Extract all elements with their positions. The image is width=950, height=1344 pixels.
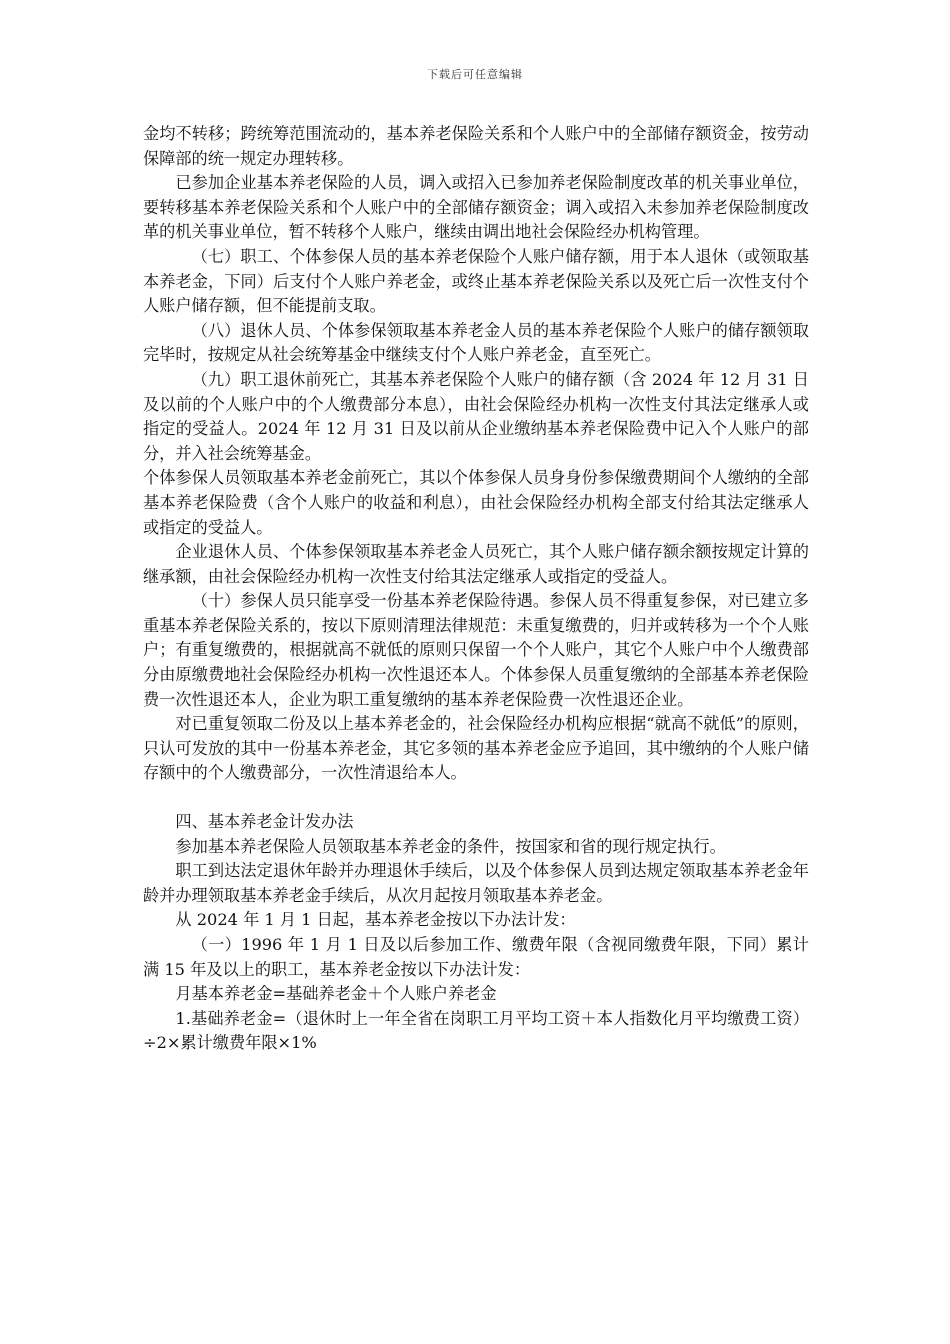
paragraph-individual-death: 个体参保人员领取基本养老金前死亡，其以个体参保人员身身份参保缴费期间个人缴纳的全部基本养老保险费（含个人账户的收益和利息），由社会保险经办机构全部支付给其法定继承人或指定的受益人。 — [143, 468, 809, 537]
formula-monthly-pension: 月基本养老金=基础养老金＋个人账户养老金 — [175, 984, 497, 1004]
document-body — [143, 122, 809, 1056]
paragraph-transfer-rule: 金均不转移；跨统筹范围流动的，基本养老保险关系和个人账户中的全部储存额资金，按劳动保障部的统一规定办理转移。 — [143, 124, 809, 168]
paragraph-item-8: （八）退休人员、个体参保领取基本养老金人员的基本养老保险个人账户的储存额领取完毕时，按规定从社会统筹基金中继续支付个人账户养老金，直至死亡。 — [143, 320, 809, 365]
paragraph-item-1: （一）1996 年 1 月 1 日及以后参加工作、缴费年限（含视同缴费年限，下同）累计满 15 年及以上的职工，基本养老金按以下办法计发： — [143, 935, 809, 979]
paragraph-effective-date: 从 2024 年 1 月 1 日起，基本养老金按以下办法计发： — [175, 910, 576, 930]
paragraph-start-month: 职工到达法定退休年龄并办理退休手续后，以及个体参保人员到达规定领取基本养老金年龄并办理领取基本养老金手续后，从次月起按月领取基本养老金。 — [143, 861, 809, 905]
paragraph-institution-transfer: 已参加企业基本养老保险的人员，调入或招入已参加养老保险制度改革的机关事业单位，要转移基本养老保险关系和个人账户中的全部储存额资金；调入或招入未参加养老保险制度改革的机关事业单位，暂不转移个人账户，继续由调出地社会保险经办机构管理。 — [143, 173, 809, 242]
paragraph-item-9: （九）职工退休前死亡，其基本养老保险个人账户的储存额（含 2024 年 12 月 31 日及以前的个人账户中的个人缴费部分本息），由社会保险经办机构一次性支付其法定继承人或指定的受益人。2024 年 12 月 31 日及以前从企业缴纳基本养老保险费中记入个人账户的部分，并入社会统筹基金。 — [143, 369, 809, 463]
page-header-note: 下载后可任意编辑 — [427, 68, 523, 81]
paragraph-duplicate-pension: 对已重复领取二份及以上基本养老金的，社会保险经办机构应根据“就高不就低”的原则，只认可发放的其中一份基本养老金，其它多领的基本养老金应予追回，其中缴纳的个人账户储存额中的个人缴费部分，一次性清退给本人。 — [143, 714, 809, 783]
section-heading-4: 四、基本养老金计发办法 — [175, 812, 354, 832]
paragraph-item-7: （七）职工、个体参保人员的基本养老保险个人账户储存额，用于本人退休（或领取基本养老金，下同）后支付个人账户养老金，或终止基本养老保险关系以及死亡后一次性支付个人账户储存额，但不能提前支取。 — [143, 246, 809, 316]
paragraph-retiree-death: 企业退休人员、个体参保领取基本养老金人员死亡，其个人账户储存额余额按规定计算的继承额，由社会保险经办机构一次性支付给其法定继承人或指定的受益人。 — [143, 542, 809, 586]
paragraph-eligibility: 参加基本养老保险人员领取基本养老金的条件，按国家和省的现行规定执行。 — [175, 836, 726, 856]
paragraph-item-10: （十）参保人员只能享受一份基本养老保险待遇。参保人员不得重复参保，对已建立多重基本养老保险关系的，按以下原则清理法律规范：未重复缴费的，归并或转移为一个个人账户；有重复缴费的，根据就高不就低的原则只保留一个个人账户，其它个人账户中个人缴费部分由原缴费地社会保险经办机构一次性退还本人。个体参保人员重复缴纳的全部基本养老保险费一次性退还本人，企业为职工重复缴纳的基本养老保险费一次性退还企业。 — [143, 591, 809, 709]
formula-basic-pension: 1.基础养老金=（退休时上一年全省在岗职工月平均工资＋本人指数化月平均缴费工资）÷2×累计缴费年限×1% — [143, 1008, 809, 1053]
